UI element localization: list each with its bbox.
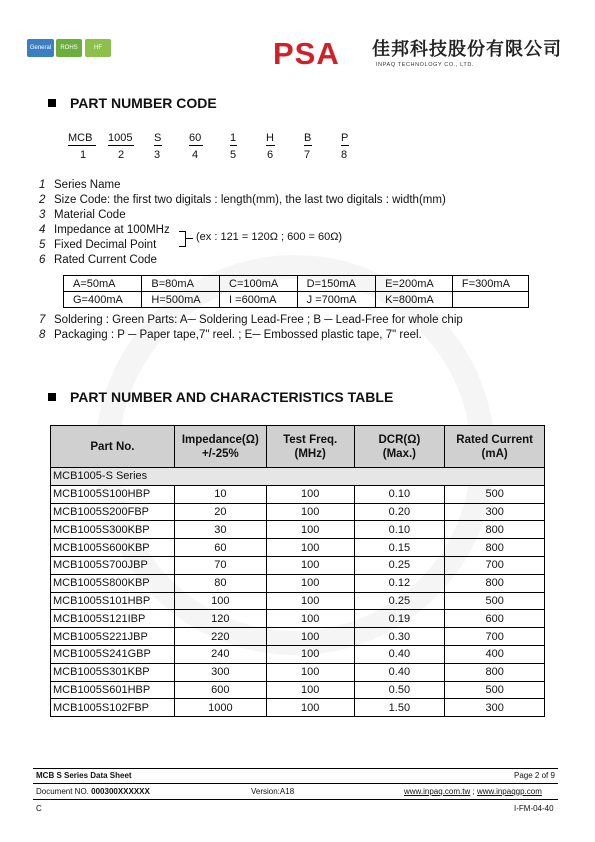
part-number-cell: MCB1005S100HBP: [51, 485, 175, 503]
part-number-cell: MCB1005S121IBP: [51, 610, 175, 628]
table-row: A=50mA B=80mA C=100mA D=150mA E=200mA F=300mA: [64, 276, 529, 292]
value-cell: 700: [445, 556, 545, 574]
value-cell: 0.15: [354, 539, 445, 557]
column-header: Part No.: [51, 426, 175, 468]
value-cell: 800: [445, 539, 545, 557]
section-title-part-number-code: PART NUMBER CODE: [48, 95, 217, 111]
badge-rohs: ROHS: [56, 39, 82, 57]
part-number-cell: MCB1005S241GBP: [51, 645, 175, 663]
value-cell: 100: [266, 503, 354, 521]
value-cell: 220: [174, 628, 266, 646]
part-number-cell: MCB1005S101HBP: [51, 592, 175, 610]
column-header: Test Freq. (MHz): [266, 426, 354, 468]
part-number-cell: MCB1005S700JBP: [51, 556, 175, 574]
part-number-cell: MCB1005S601HBP: [51, 681, 175, 699]
table-row: [51, 592, 545, 610]
code-part: H: [266, 132, 274, 144]
part-number-cell: MCB1005S800KBP: [51, 574, 175, 592]
value-cell: 0.20: [354, 503, 445, 521]
value-cell: 0.10: [354, 521, 445, 539]
value-cell: 700: [445, 628, 545, 646]
table-row: [51, 610, 545, 628]
bullet-square-icon: [48, 393, 56, 401]
bullet-square-icon: [48, 99, 56, 107]
value-cell: 100: [266, 610, 354, 628]
value-cell: 1000: [174, 699, 266, 717]
value-cell: 500: [445, 681, 545, 699]
part-number-cell: MCB1005S200FBP: [51, 503, 175, 521]
doc-title: MCB S Series Data Sheet: [36, 771, 132, 780]
code-part: B: [304, 132, 312, 144]
footer-divider: [33, 783, 558, 784]
value-cell: 100: [266, 539, 354, 557]
table-row: [51, 699, 545, 717]
code-part: P: [341, 132, 349, 144]
page-number: Page 2 of 9: [514, 771, 555, 780]
part-number-cell: MCB1005S300KBP: [51, 521, 175, 539]
column-header: Impedance(Ω) +/-25%: [174, 426, 266, 468]
table-row: [51, 663, 545, 681]
value-cell: 800: [445, 521, 545, 539]
list-item: 3 Material Code: [39, 209, 126, 221]
website-link[interactable]: www.inpaqgp.com: [476, 787, 542, 796]
value-cell: 300: [174, 663, 266, 681]
value-cell: 30: [174, 521, 266, 539]
company-name-cn: 佳邦科技股份有限公司: [372, 39, 562, 60]
bracket-icon: [179, 231, 186, 247]
value-cell: 20: [174, 503, 266, 521]
value-cell: 0.25: [354, 556, 445, 574]
list-item: 8 Packaging : P ─ Paper tape,7" reel. ; E─ Embossed plastic tape, 7" reel.: [39, 329, 422, 341]
brand-logo: PSA: [273, 36, 340, 71]
table-row: [51, 539, 545, 557]
part-number-cell: MCB1005S102FBP: [51, 699, 175, 717]
websites: www.inpaq.com.tw ; www.inpaqgp.com: [404, 787, 542, 796]
characteristics-table: [50, 425, 545, 717]
value-cell: 100: [174, 592, 266, 610]
series-row: MCB1005-S Series: [51, 468, 545, 486]
table-row: [51, 681, 545, 699]
value-cell: 80: [174, 574, 266, 592]
code-part: MCB: [68, 132, 93, 144]
value-cell: 100: [266, 521, 354, 539]
value-cell: 0.40: [354, 645, 445, 663]
part-number-cell: MCB1005S221JBP: [51, 628, 175, 646]
value-cell: 100: [266, 645, 354, 663]
value-cell: 100: [266, 485, 354, 503]
value-cell: 800: [445, 574, 545, 592]
list-item: 7 Soldering : Green Parts: A─ Soldering Lead-Free ; B ─ Lead-Free for whole chip: [39, 314, 463, 326]
value-cell: 300: [445, 503, 545, 521]
code-part: 1005: [108, 132, 133, 144]
document-number: Document NO. 000300XXXXXX: [36, 787, 150, 796]
value-cell: 120: [174, 610, 266, 628]
version: Version:A18: [251, 787, 295, 796]
value-cell: 300: [445, 699, 545, 717]
value-cell: 100: [266, 592, 354, 610]
impedance-example: (ex : 121 = 120Ω ; 600 = 60Ω): [196, 231, 343, 243]
code-part: 1: [230, 132, 237, 144]
footer-divider: [33, 799, 558, 800]
value-cell: 400: [445, 645, 545, 663]
value-cell: 0.12: [354, 574, 445, 592]
section-title-characteristics: PART NUMBER AND CHARACTERISTICS TABLE: [48, 389, 393, 405]
website-link[interactable]: www.inpaq.com.tw: [404, 787, 471, 796]
badge-general: General: [27, 39, 54, 57]
value-cell: 100: [266, 574, 354, 592]
table-row: [51, 628, 545, 646]
value-cell: 500: [445, 485, 545, 503]
list-item: 1 Series Name: [39, 179, 121, 191]
table-header-row: [51, 426, 545, 468]
value-cell: 0.10: [354, 485, 445, 503]
rated-current-code-table: [63, 275, 529, 308]
list-item: 6 Rated Current Code: [39, 254, 157, 266]
part-number-cell: MCB1005S301KBP: [51, 663, 175, 681]
column-header: Rated Current (mA): [445, 426, 545, 468]
table-row: [51, 521, 545, 539]
company-name-en: INPAQ TECHNOLOGY CO., LTD.: [376, 62, 475, 68]
footer-divider: [33, 768, 558, 769]
value-cell: 0.30: [354, 628, 445, 646]
table-row: [51, 485, 545, 503]
table-row: [51, 503, 545, 521]
table-row: [51, 574, 545, 592]
value-cell: 800: [445, 663, 545, 681]
table-row: [51, 645, 545, 663]
value-cell: 600: [174, 681, 266, 699]
value-cell: 100: [266, 681, 354, 699]
code-part: S: [154, 132, 162, 144]
value-cell: 0.25: [354, 592, 445, 610]
list-item: 2 Size Code: the first two digitals : length(mm), the last two digitals : width(mm): [39, 194, 446, 206]
form-code: I-FM-04-40: [514, 804, 554, 813]
value-cell: 100: [266, 663, 354, 681]
value-cell: 0.19: [354, 610, 445, 628]
footer-code: C: [36, 804, 42, 813]
value-cell: 100: [266, 699, 354, 717]
table-row: [51, 556, 545, 574]
value-cell: 600: [445, 610, 545, 628]
list-item: 5 Fixed Decimal Point: [39, 239, 157, 251]
value-cell: 100: [266, 628, 354, 646]
column-header: DCR(Ω) (Max.): [354, 426, 445, 468]
value-cell: 10: [174, 485, 266, 503]
part-number-cell: MCB1005S600KBP: [51, 539, 175, 557]
table-row: G=400mA H=500mA I =600mA J =700mA K=800mA: [64, 292, 529, 308]
value-cell: 70: [174, 556, 266, 574]
list-item: 4 Impedance at 100MHz: [39, 224, 170, 236]
value-cell: 100: [266, 556, 354, 574]
value-cell: 240: [174, 645, 266, 663]
value-cell: 0.40: [354, 663, 445, 681]
value-cell: 0.50: [354, 681, 445, 699]
badge-hf: HF: [85, 39, 111, 57]
value-cell: 1.50: [354, 699, 445, 717]
code-part: 60: [189, 132, 202, 144]
value-cell: 500: [445, 592, 545, 610]
value-cell: 60: [174, 539, 266, 557]
